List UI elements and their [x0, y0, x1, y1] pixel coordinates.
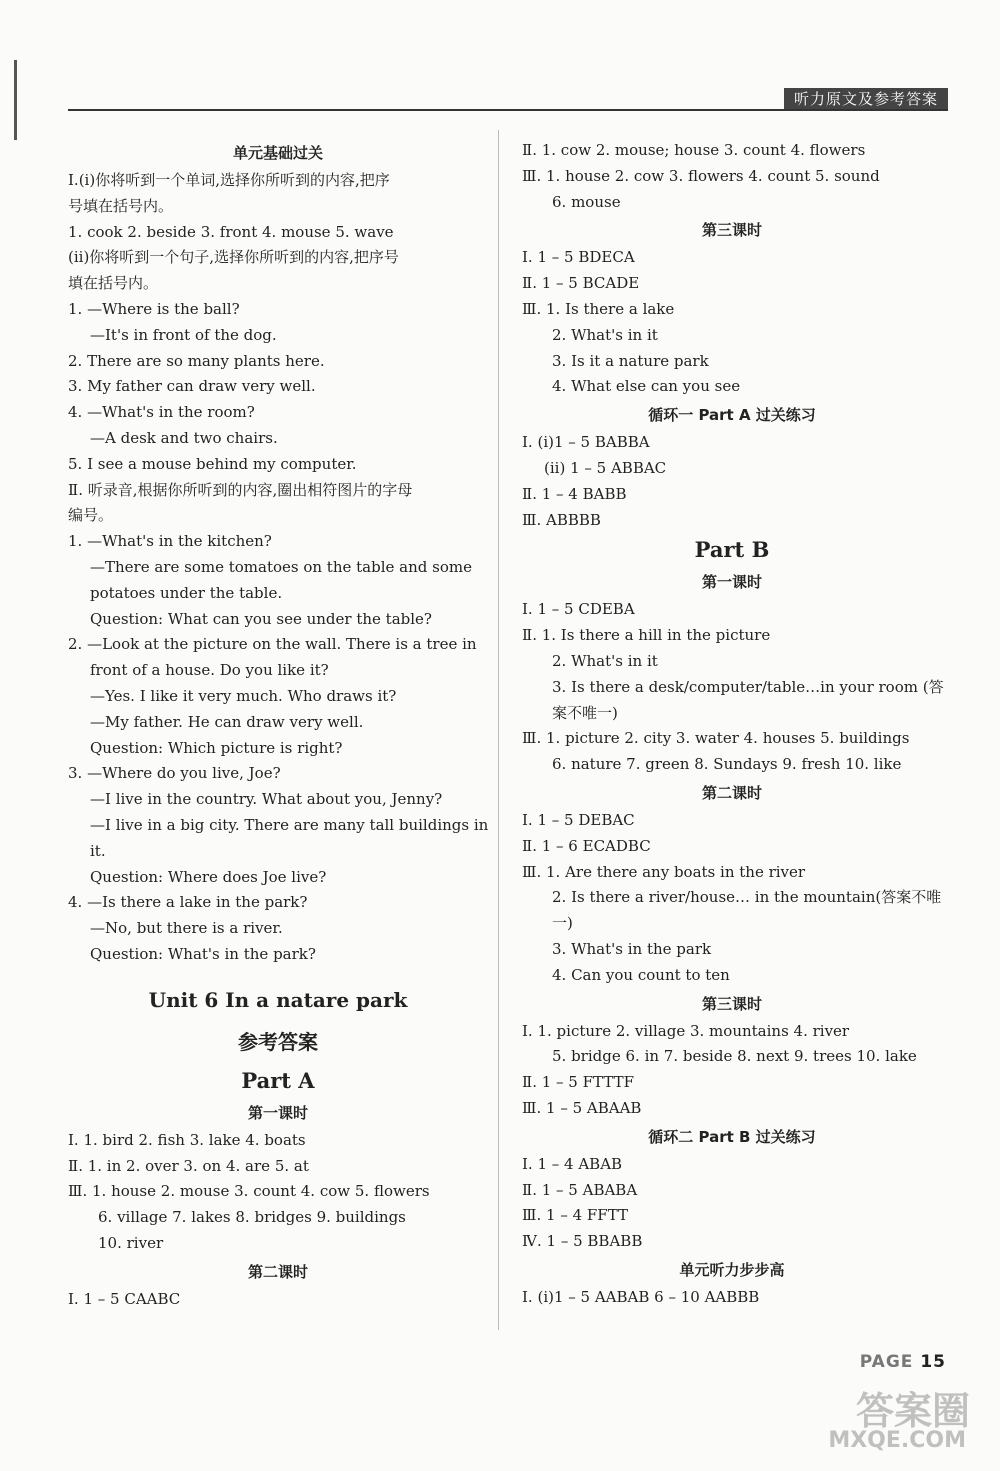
text-line: Ⅱ. 听录音,根据你所听到的内容,圈出相符图片的字母	[68, 480, 413, 499]
text-line: 填在括号内。	[68, 274, 159, 293]
section-heading: 第二课时	[247, 1262, 308, 1281]
header-tab: 听力原文及参考答案	[784, 88, 948, 110]
text-line: (ii) 1 – 5 ABBAC	[544, 458, 667, 477]
text-line: 4. —What's in the room?	[68, 403, 255, 422]
text-line: —It's in front of the dog.	[90, 325, 277, 344]
text-line: Question: What's in the park?	[90, 944, 316, 963]
section-heading: 循环二 Part B 过关练习	[648, 1127, 816, 1146]
text-line: 3. Is there a desk/computer/table…in your room (答	[552, 677, 944, 696]
text-line: 一)	[552, 914, 573, 933]
text-line: Ⅲ. 1 – 5 ABAAB	[522, 1098, 642, 1117]
text-line: 1. —Where is the ball?	[68, 299, 240, 318]
text-line: Ⅲ. 1. Are there any boats in the river	[522, 862, 806, 881]
text-line: 5. bridge 6. in 7. beside 8. next 9. trees 10. lake	[552, 1047, 917, 1066]
text-line: Question: What can you see under the table?	[90, 609, 432, 628]
text-line: 6. mouse	[552, 192, 621, 211]
text-line: 4. —Is there a lake in the park?	[68, 893, 308, 912]
text-line: 2. What's in it	[552, 651, 658, 670]
text-line: 3. My father can draw very well.	[68, 377, 316, 396]
text-line: Ⅰ. 1. bird 2. fish 3. lake 4. boats	[68, 1130, 306, 1149]
text-line: 1. —What's in the kitchen?	[68, 532, 272, 551]
text-line: it.	[90, 841, 106, 860]
text-line: 4. What else can you see	[552, 377, 741, 396]
text-line: (ii)你将听到一个句子,选择你所听到的内容,把序号	[68, 248, 399, 267]
column-divider	[498, 130, 499, 1330]
text-line: Ⅱ. 1. in 2. over 3. on 4. are 5. at	[68, 1156, 309, 1175]
section-heading: 单元基础过关	[232, 144, 323, 162]
watermark-logo: 答案圈	[855, 1389, 970, 1433]
text-line: —I live in a big city. There are many tall buildings in	[90, 815, 489, 834]
text-line: 2. There are so many plants here.	[68, 351, 325, 370]
right-column	[522, 138, 942, 1311]
page-number	[860, 1352, 946, 1372]
text-line: —No, but there is a river.	[90, 919, 283, 938]
text-line: —I live in the country. What about you, Jenny?	[90, 790, 443, 809]
text-line: 3. Is it a nature park	[552, 351, 709, 370]
left-column	[68, 138, 488, 1312]
text-line: Ⅰ. 1 – 5 CDEBA	[522, 600, 635, 619]
text-line: Ⅲ. 1. picture 2. city 3. water 4. houses 5. buildings	[522, 729, 910, 748]
text-line: Ⅳ. 1 – 5 BBABB	[522, 1232, 643, 1251]
text-line: 3. What's in the park	[552, 939, 712, 958]
text-line: Ⅲ. 1. house 2. cow 3. flowers 4. count 5. sound	[522, 166, 880, 185]
text-line: 3. —Where do you live, Joe?	[68, 764, 281, 783]
text-line: Ⅱ. 1 – 4 BABB	[522, 484, 627, 503]
section-heading: 第一课时	[247, 1103, 308, 1122]
text-line: front of a house. Do you like it?	[90, 661, 329, 680]
text-line: 4. Can you count to ten	[552, 965, 730, 984]
text-line: Ⅲ. ABBBB	[522, 510, 601, 529]
text-line: —A desk and two chairs.	[90, 428, 278, 447]
text-line: Ⅱ. 1. cow 2. mouse; house 3. count 4. flowers	[522, 141, 866, 159]
text-line: 编号。	[68, 506, 114, 525]
section-heading: 第三课时	[701, 994, 762, 1013]
part-heading: Part B	[694, 537, 770, 563]
text-line: Ⅱ. 1 – 5 FTTTF	[522, 1073, 635, 1092]
text-line: Question: Which picture is right?	[90, 738, 343, 757]
text-line: Ⅰ. 1 – 5 CAABC	[68, 1289, 181, 1308]
text-line: Question: Where does Joe live?	[90, 867, 327, 886]
section-heading: 第三课时	[701, 221, 762, 240]
text-line: —Yes. I like it very much. Who draws it?	[90, 686, 397, 705]
text-line: Ⅱ. 1 – 6 ECADBC	[522, 836, 651, 855]
text-line: Ⅱ. 1 – 5 ABABA	[522, 1180, 638, 1199]
header-rule	[68, 109, 948, 111]
watermark-url: MXQE.COM	[828, 1428, 966, 1453]
text-line: Ⅲ. 1 – 4 FFTT	[522, 1206, 628, 1225]
text-line: 2. —Look at the picture on the wall. There is a tree in	[68, 635, 477, 654]
text-line: 6. nature 7. green 8. Sundays 9. fresh 10. like	[552, 755, 902, 774]
page-label: PAGE	[859, 1352, 914, 1372]
text-line: —My father. He can draw very well.	[90, 712, 364, 731]
text-line: 6. village 7. lakes 8. bridges 9. buildings	[98, 1208, 406, 1227]
text-line: Ⅰ. (i)1 – 5 AABAB 6 – 10 AABBB	[522, 1287, 760, 1306]
text-line: Ⅰ. 1 – 5 DEBAC	[522, 810, 635, 829]
page-number-value: 15	[920, 1352, 946, 1372]
text-line: Ⅰ. 1 – 4 ABAB	[522, 1154, 623, 1173]
margin-mark	[14, 60, 17, 140]
text-line: 10. river	[98, 1233, 164, 1252]
text-line: Ⅰ. 1. picture 2. village 3. mountains 4. river	[522, 1021, 850, 1040]
text-line: 1. cook 2. beside 3. front 4. mouse 5. wave	[68, 222, 394, 241]
text-line: Ⅰ.(i)你将听到一个单词,选择你所听到的内容,把序	[68, 171, 390, 189]
text-line: Ⅲ. 1. house 2. mouse 3. count 4. cow 5. flowers	[68, 1182, 430, 1201]
unit-title: Unit 6 In a natare park	[148, 987, 408, 1012]
text-line: Ⅱ. 1. Is there a hill in the picture	[522, 626, 771, 645]
section-heading: 第二课时	[701, 783, 762, 802]
text-line: —There are some tomatoes on the table and some	[90, 557, 472, 576]
text-line: 号填在括号内。	[68, 196, 174, 215]
text-line: 5. I see a mouse behind my computer.	[68, 454, 357, 473]
section-heading: 第一课时	[701, 573, 762, 592]
text-line: 2. Is there a river/house… in the mountain(答案不唯	[552, 888, 942, 907]
section-heading: 循环一 Part A 过关练习	[648, 406, 816, 425]
text-line: potatoes under the table.	[90, 583, 283, 602]
answers-heading: 参考答案	[238, 1029, 318, 1054]
text-line: Ⅲ. 1. Is there a lake	[522, 299, 675, 318]
text-line: Ⅰ. 1 – 5 BDECA	[522, 248, 635, 267]
text-line: 2. What's in it	[552, 325, 658, 344]
text-line: Ⅱ. 1 – 5 BCADE	[522, 274, 640, 293]
section-heading: 单元听力步步高	[679, 1260, 785, 1279]
part-heading: Part A	[241, 1067, 315, 1093]
text-line: Ⅰ. (i)1 – 5 BABBA	[522, 433, 650, 452]
text-line: 案不唯一)	[552, 703, 618, 722]
